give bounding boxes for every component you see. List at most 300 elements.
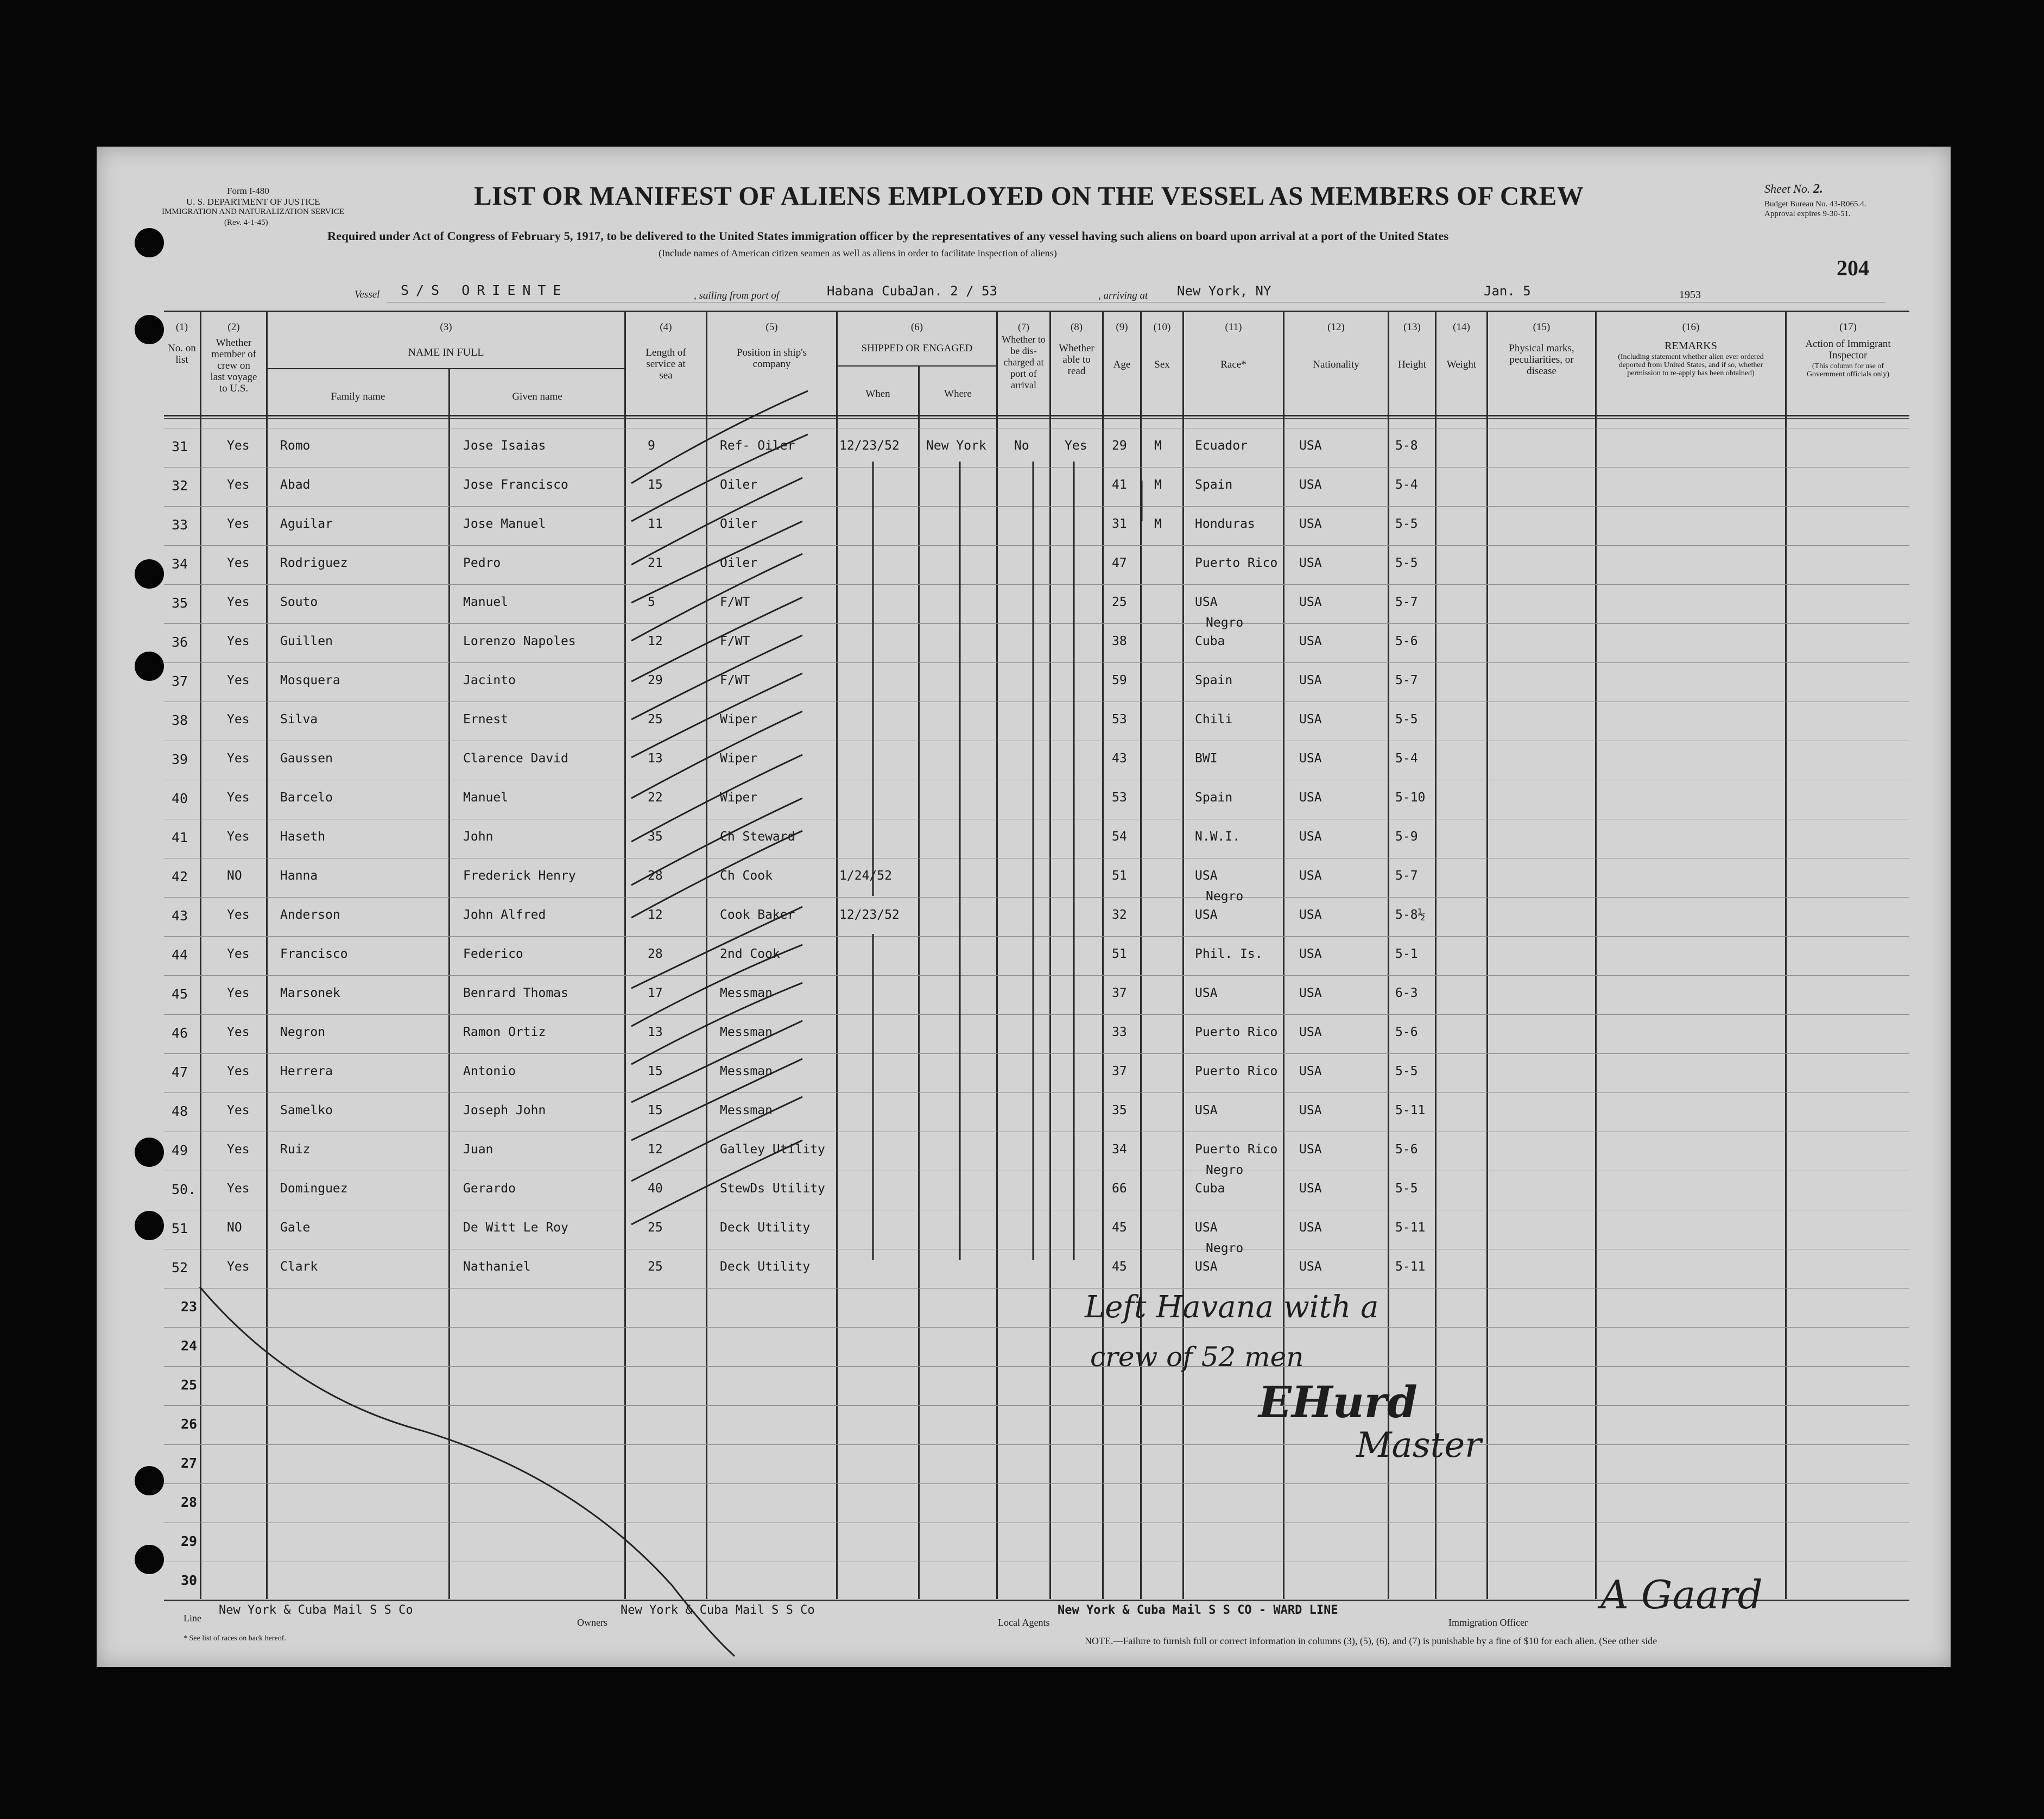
cell-position: Deck Utility — [720, 1260, 811, 1274]
tick-stroke — [631, 1097, 802, 1181]
cell-given: John Alfred — [463, 908, 546, 922]
col7-label: Whether to be dis-charged at port of arrival — [1002, 334, 1046, 390]
col6-when-header: When — [865, 388, 890, 400]
owners-value: New York & Cuba Mail S S Co — [621, 1603, 815, 1617]
cell-age: 53 — [1112, 791, 1127, 805]
cell-when: 1/24/52 — [839, 869, 892, 883]
cell-position: F/WT — [720, 595, 750, 609]
cell-given: Manuel — [463, 791, 509, 805]
cell-service: 25 — [648, 1260, 663, 1274]
cell-nat: USA — [1299, 791, 1322, 805]
cell-nat: USA — [1299, 986, 1322, 1000]
cell-height: 5-6 — [1395, 1025, 1418, 1039]
cell-position: Messman — [720, 986, 773, 1000]
col6-label: SHIPPED OR ENGAGED — [861, 343, 973, 354]
cell-crew: Yes — [227, 751, 250, 766]
cell-height: 5-5 — [1395, 1064, 1418, 1078]
cell-race: Ecuador — [1195, 439, 1248, 453]
cell-sex: M — [1154, 478, 1162, 492]
tick-stroke — [631, 521, 802, 603]
tick-stroke — [631, 1021, 802, 1102]
cell-family: Haseth — [280, 830, 326, 844]
cell-where: New York — [926, 439, 986, 453]
blank-row-number: 28 — [181, 1494, 198, 1510]
col10-label: Sex — [1154, 359, 1170, 370]
blank-row-number: 29 — [181, 1533, 198, 1549]
cell-family: Marsonek — [280, 986, 340, 1000]
col1-num: (1) — [175, 321, 188, 333]
form-department: U. S. DEPARTMENT OF JUSTICE — [186, 197, 320, 207]
arriving-label: , arriving at — [1098, 290, 1148, 301]
col3-family-header: Family name — [331, 391, 385, 402]
void-curve — [200, 1287, 735, 1656]
tick-stroke — [631, 391, 808, 483]
cell-nat: USA — [1299, 595, 1322, 609]
cell-height: 5-7 — [1395, 595, 1418, 609]
col6-where-header: Where — [944, 388, 972, 400]
cell-service: 35 — [648, 830, 663, 844]
cell-race: Puerto Rico — [1195, 1025, 1278, 1039]
cell-crew: Yes — [227, 830, 250, 844]
col9-label: Age — [1113, 359, 1131, 370]
row-number: 41 — [172, 830, 188, 845]
row-number: 38 — [172, 712, 188, 728]
cell-height: 5-10 — [1395, 791, 1426, 805]
cell-crew: Yes — [227, 1142, 250, 1157]
cell-service: 15 — [648, 1103, 663, 1117]
col5-num: (5) — [765, 321, 778, 333]
cell-race-note: Negro — [1206, 889, 1244, 904]
cell-race: BWI — [1195, 751, 1218, 766]
cell-height: 5-5 — [1395, 712, 1418, 727]
page-stamp: 204 — [1837, 256, 1869, 280]
row-number: 45 — [172, 986, 188, 1002]
cell-age: 51 — [1112, 869, 1127, 883]
cell-race: Cuba — [1195, 634, 1225, 648]
cell-given: Frederick Henry — [463, 869, 576, 883]
cell-service: 13 — [648, 1025, 663, 1039]
vessel-label: Vessel — [355, 289, 380, 300]
sheet-label-text: Sheet No. — [1764, 182, 1811, 195]
cell-position: 2nd Cook — [720, 947, 780, 961]
cell-race: USA — [1195, 595, 1218, 609]
manifest-sheet — [97, 147, 1951, 1667]
cell-nat: USA — [1299, 634, 1322, 648]
date-to: Jan. 5 — [1484, 283, 1531, 299]
cell-age: 66 — [1112, 1182, 1127, 1196]
cell-position: F/WT — [720, 673, 750, 687]
cell-given: Jacinto — [463, 673, 516, 687]
cell-nat: USA — [1299, 517, 1322, 531]
col17-num: (17) — [1839, 321, 1857, 333]
cell-age: 54 — [1112, 830, 1127, 844]
cell-position: Deck Utility — [720, 1221, 811, 1235]
col9-num: (9) — [1116, 321, 1128, 333]
cell-given: Gerardo — [463, 1182, 516, 1196]
cell-crew: Yes — [227, 439, 250, 453]
cell-height: 5-8 — [1395, 439, 1418, 453]
races-note: * See list of races on back hereof. — [183, 1634, 286, 1643]
cell-crew: Yes — [227, 634, 250, 648]
col2-label: Whether member of crew on last voyage to U.S. — [210, 337, 257, 394]
col16-label: REMARKS — [1665, 340, 1717, 352]
row-number: 42 — [172, 869, 188, 885]
cell-given: Benrard Thomas — [463, 986, 568, 1000]
cell-service: 15 — [648, 1064, 663, 1078]
blank-row-number: 30 — [181, 1572, 198, 1588]
blank-row-number: 24 — [181, 1338, 198, 1354]
cell-service: 28 — [648, 947, 663, 961]
cell-family: Souto — [280, 595, 318, 609]
port-from: Habana Cuba — [827, 283, 913, 299]
cell-given: Ernest — [463, 712, 509, 727]
cell-race: Spain — [1195, 478, 1233, 492]
tick-stroke — [631, 907, 802, 988]
blank-row-number: 27 — [181, 1455, 198, 1471]
cell-age: 25 — [1112, 595, 1127, 609]
approval-expiry: Approval expires 9-30-51. — [1764, 210, 1851, 218]
col17-label: Action of Immigrant Inspector — [1805, 338, 1891, 361]
cell-age: 53 — [1112, 712, 1127, 727]
tick-stroke — [631, 597, 802, 681]
cell-position: Messman — [720, 1025, 773, 1039]
col17-sub: (This column for use of Government officials only) — [1806, 362, 1890, 378]
cell-position: StewDs Utility — [720, 1182, 825, 1196]
cell-age: 34 — [1112, 1142, 1127, 1157]
cell-age: 38 — [1112, 634, 1127, 648]
cell-crew: Yes — [227, 673, 250, 687]
cell-position: Oiler — [720, 517, 758, 531]
vessel-name: S/S ORIENTE — [401, 282, 568, 298]
cell-nat: USA — [1299, 830, 1322, 844]
cell-race: USA — [1195, 986, 1218, 1000]
tick-stroke — [631, 478, 802, 565]
cell-nat: USA — [1299, 1221, 1322, 1235]
master-title: Master — [1356, 1425, 1482, 1466]
col3-num: (3) — [440, 321, 452, 333]
form-revision: (Rev. 4-1-45) — [224, 218, 268, 227]
col4-num: (4) — [660, 321, 672, 333]
cell-position: Wiper — [720, 751, 758, 766]
cell-age: 37 — [1112, 986, 1127, 1000]
cell-position: Ref- Oiler — [720, 439, 795, 453]
row-number: 35 — [172, 595, 188, 611]
cell-nat: USA — [1299, 1142, 1322, 1157]
cell-crew: Yes — [227, 947, 250, 961]
fine-note: NOTE.—Failure to furnish full or correct information in columns (3), (5), (6), and (7) is punishable by a fine of $10 for each alien. (See other side — [1085, 1635, 1657, 1646]
row-number: 50. — [172, 1182, 197, 1197]
line-label: Line — [183, 1613, 201, 1624]
cell-height: 5-4 — [1395, 751, 1418, 766]
cell-height: 5-11 — [1395, 1103, 1426, 1117]
sheet-number: 2. — [1813, 182, 1823, 196]
cell-nat: USA — [1299, 1260, 1322, 1274]
cell-crew: Yes — [227, 1064, 250, 1078]
cell-service: 5 — [648, 595, 655, 609]
cell-height: 5-7 — [1395, 869, 1418, 883]
cell-family: Guillen — [280, 634, 333, 648]
cell-given: Antonio — [463, 1064, 516, 1078]
cell-crew: Yes — [227, 712, 250, 727]
cell-age: 47 — [1112, 556, 1127, 570]
cell-position: Galley Utility — [720, 1142, 825, 1157]
col8-num: (8) — [1070, 321, 1083, 333]
cell-nat: USA — [1299, 556, 1322, 570]
cell-race: USA — [1195, 869, 1218, 883]
budget-bureau: Budget Bureau No. 43-R065.4. — [1764, 200, 1866, 209]
cell-crew: Yes — [227, 1260, 250, 1274]
cell-nat: USA — [1299, 1025, 1322, 1039]
cell-family: Samelko — [280, 1103, 333, 1117]
cell-family: Rodriguez — [280, 556, 348, 570]
col12-num: (12) — [1327, 321, 1345, 333]
cell-given: De Witt Le Roy — [463, 1221, 568, 1235]
cell-given: Joseph John — [463, 1103, 546, 1117]
cell-family: Barcelo — [280, 791, 333, 805]
cell-when: 12/23/52 — [839, 908, 900, 922]
col11-num: (11) — [1225, 321, 1242, 333]
cell-age: 33 — [1112, 1025, 1127, 1039]
row-number: 33 — [172, 517, 188, 533]
cell-service: 12 — [648, 634, 663, 648]
cell-given: Manuel — [463, 595, 509, 609]
cell-nat: USA — [1299, 1103, 1322, 1117]
cell-age: 37 — [1112, 1064, 1127, 1078]
row-number: 40 — [172, 791, 188, 806]
cell-family: Francisco — [280, 947, 348, 961]
cell-given: Lorenzo Napoles — [463, 634, 576, 648]
tick-stroke — [631, 1059, 802, 1140]
cell-age: 29 — [1112, 439, 1127, 453]
cell-nat: USA — [1299, 1064, 1322, 1078]
cell-race: Cuba — [1195, 1182, 1225, 1196]
row-number: 32 — [172, 478, 188, 494]
cell-race: N.W.I. — [1195, 830, 1241, 844]
blank-row-number: 25 — [181, 1377, 198, 1393]
col12-label: Nationality — [1313, 359, 1359, 370]
cell-when: 12/23/52 — [839, 439, 900, 453]
master-signature: EHurd — [1258, 1376, 1417, 1428]
cell-service: 25 — [648, 712, 663, 727]
col14-label: Weight — [1446, 359, 1477, 370]
col2-num: (2) — [227, 321, 240, 333]
cell-race: USA — [1195, 1260, 1218, 1274]
cell-crew: Yes — [227, 1025, 250, 1039]
cell-crew: NO — [227, 869, 242, 883]
cell-disch: No — [1014, 439, 1029, 453]
col13-num: (13) — [1403, 321, 1421, 333]
tick-stroke — [631, 1140, 802, 1224]
cell-given: Nathaniel — [463, 1260, 531, 1274]
cell-crew: Yes — [227, 791, 250, 805]
tick-stroke — [631, 635, 802, 719]
cell-given: Jose Manuel — [463, 517, 546, 531]
cell-height: 5-6 — [1395, 1142, 1418, 1157]
cell-height: 5-1 — [1395, 947, 1418, 961]
col14-num: (14) — [1453, 321, 1470, 333]
cell-race: Honduras — [1195, 517, 1255, 531]
cell-crew: NO — [227, 1221, 242, 1235]
cell-race: USA — [1195, 1221, 1218, 1235]
cell-crew: Yes — [227, 1182, 250, 1196]
row-number: 36 — [172, 634, 188, 650]
cell-position: Oiler — [720, 478, 758, 492]
cell-race-note: Negro — [1206, 1163, 1244, 1177]
cell-nat: USA — [1299, 908, 1322, 922]
cell-service: 12 — [648, 1142, 663, 1157]
cell-height: 6-3 — [1395, 986, 1418, 1000]
col5-label: Position in ship's company — [736, 347, 807, 370]
cell-sex: M — [1154, 439, 1162, 453]
cell-height: 5-8½ — [1395, 908, 1426, 922]
cell-service: 17 — [648, 986, 663, 1000]
cell-age: 31 — [1112, 517, 1127, 531]
cell-height: 5-5 — [1395, 517, 1418, 531]
cell-age: 59 — [1112, 673, 1127, 687]
cell-age: 35 — [1112, 1103, 1127, 1117]
cell-race: Spain — [1195, 791, 1233, 805]
port-to: New York, NY — [1177, 283, 1271, 299]
cell-nat: USA — [1299, 947, 1322, 961]
cell-family: Mosquera — [280, 673, 340, 687]
owners-label: Owners — [577, 1617, 607, 1628]
form-number: Form I-480 — [227, 186, 269, 196]
cell-service: 13 — [648, 751, 663, 766]
cell-family: Aguilar — [280, 517, 333, 531]
cell-position: F/WT — [720, 634, 750, 648]
tick-stroke — [631, 831, 802, 918]
arrival-year: 1953 — [1679, 289, 1701, 301]
cell-service: 40 — [648, 1182, 663, 1196]
cell-crew: Yes — [227, 478, 250, 492]
cell-nat: USA — [1299, 751, 1322, 766]
cell-age: 45 — [1112, 1221, 1127, 1235]
cell-race: Spain — [1195, 673, 1233, 687]
blank-row-number: 23 — [181, 1299, 198, 1315]
cell-given: Clarence David — [463, 751, 568, 766]
cell-race: Phil. Is. — [1195, 947, 1263, 961]
cell-height: 5-11 — [1395, 1260, 1426, 1274]
cell-service: 11 — [648, 517, 663, 531]
cell-service: 15 — [648, 478, 663, 492]
agents-label: Local Agents — [998, 1617, 1050, 1628]
col15-num: (15) — [1533, 321, 1551, 333]
row-number: 43 — [172, 908, 188, 924]
cell-family: Gaussen — [280, 751, 333, 766]
col3-given-header: Given name — [512, 391, 562, 402]
cell-age: 51 — [1112, 947, 1127, 961]
cell-age: 43 — [1112, 751, 1127, 766]
col4-label: Length of service at sea — [646, 347, 686, 381]
note-crew-count: crew of 52 men — [1090, 1341, 1304, 1373]
cell-family: Dominguez — [280, 1182, 348, 1196]
col16-num: (16) — [1682, 321, 1700, 333]
col1-label: No. on list — [168, 343, 196, 365]
page-note: (Include names of American citizen seamen as well as aliens in order to facilitate inspection of aliens) — [659, 248, 1057, 258]
tick-stroke — [631, 673, 802, 757]
cell-crew: Yes — [227, 1103, 250, 1117]
cell-race: Puerto Rico — [1195, 1142, 1278, 1157]
cell-height: 5-5 — [1395, 1182, 1418, 1196]
cell-height: 5-9 — [1395, 830, 1418, 844]
cell-family: Hanna — [280, 869, 318, 883]
col8-label: Whether able to read — [1059, 343, 1094, 377]
tick-stroke — [631, 983, 802, 1064]
cell-race: USA — [1195, 1103, 1218, 1117]
cell-sex: M — [1154, 517, 1162, 531]
cell-family: Ruiz — [280, 1142, 311, 1157]
cell-read: Yes — [1065, 439, 1087, 453]
cell-given: Pedro — [463, 556, 501, 570]
cell-position: Wiper — [720, 791, 758, 805]
tick-stroke — [631, 554, 802, 641]
tick-stroke — [631, 711, 802, 798]
cell-given: Federico — [463, 947, 523, 961]
tick-stroke — [631, 945, 802, 1026]
tick-stroke — [631, 434, 808, 521]
cell-nat: USA — [1299, 439, 1322, 453]
note-left-havana: Left Havana with a — [1085, 1290, 1379, 1325]
sailing-label: , sailing from port of — [694, 290, 780, 301]
cell-family: Herrera — [280, 1064, 333, 1078]
cell-position: Oiler — [720, 556, 758, 570]
cell-service: 21 — [648, 556, 663, 570]
cell-position: Wiper — [720, 712, 758, 727]
col3-label: NAME IN FULL — [408, 346, 484, 358]
cell-given: John — [463, 830, 493, 844]
cell-nat: USA — [1299, 712, 1322, 727]
cell-position: Messman — [720, 1064, 773, 1078]
cell-crew: Yes — [227, 556, 250, 570]
cell-given: Juan — [463, 1142, 493, 1157]
cell-nat: USA — [1299, 1182, 1322, 1196]
cell-age: 32 — [1112, 908, 1127, 922]
officer-signature: A Gaard — [1600, 1572, 1763, 1618]
cell-service: 22 — [648, 791, 663, 805]
cell-race-note: Negro — [1206, 616, 1244, 630]
cell-race: USA — [1195, 908, 1218, 922]
col10-num: (10) — [1153, 321, 1171, 333]
cell-given: Jose Isaias — [463, 439, 546, 453]
cell-position: Messman — [720, 1103, 773, 1117]
cell-race-note: Negro — [1206, 1241, 1244, 1255]
row-number: 49 — [172, 1142, 188, 1158]
line-value: New York & Cuba Mail S S Co — [219, 1603, 413, 1617]
cell-nat: USA — [1299, 869, 1322, 883]
row-number: 31 — [172, 439, 188, 454]
col11-label: Race* — [1220, 359, 1246, 370]
cell-nat: USA — [1299, 673, 1322, 687]
cell-service: 29 — [648, 673, 663, 687]
col15-label: Physical marks, peculiarities, or disease — [1509, 343, 1574, 377]
cell-family: Romo — [280, 439, 311, 453]
officer-label: Immigration Officer — [1448, 1617, 1528, 1628]
row-number: 34 — [172, 556, 188, 572]
cell-race: Chili — [1195, 712, 1233, 727]
cell-height: 5-4 — [1395, 478, 1418, 492]
blank-row-number: 26 — [181, 1416, 198, 1432]
cell-nat: USA — [1299, 478, 1322, 492]
row-number: 51 — [172, 1221, 188, 1236]
cell-service: 25 — [648, 1221, 663, 1235]
cell-family: Negron — [280, 1025, 326, 1039]
row-number: 47 — [172, 1064, 188, 1080]
annotation-strokes — [97, 147, 1951, 1667]
cell-position: Ch Steward — [720, 830, 795, 844]
col6-num: (6) — [910, 321, 923, 333]
cell-height: 5-7 — [1395, 673, 1418, 687]
agents-value: New York & Cuba Mail S S CO - WARD LINE — [1058, 1603, 1338, 1617]
